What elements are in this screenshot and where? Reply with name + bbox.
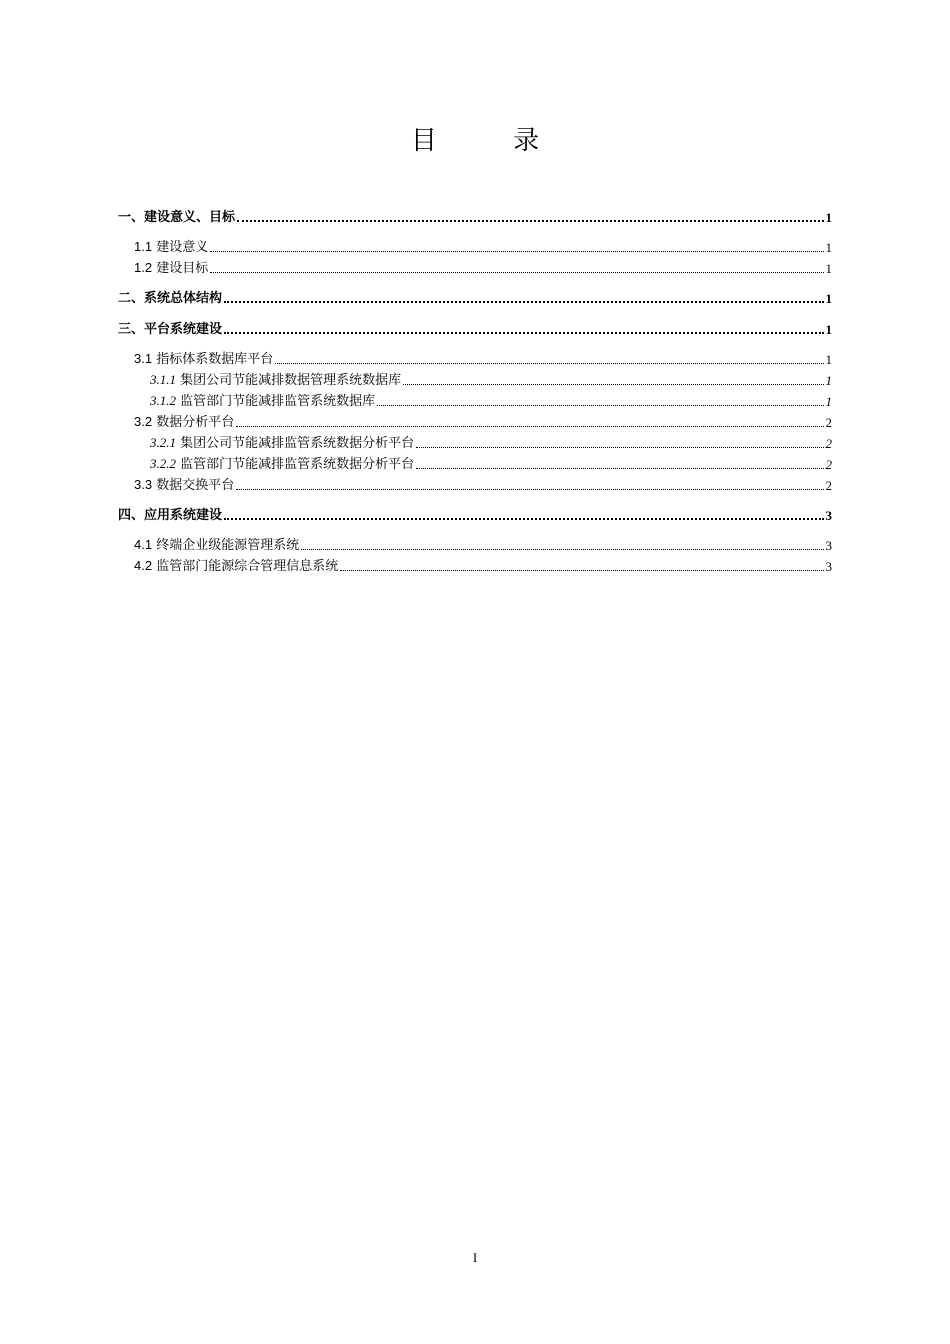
toc-number: 三、 [118, 322, 145, 337]
toc-page: 1 [825, 394, 832, 409]
toc-entry-4-1[interactable] [134, 534, 832, 554]
toc-leader [210, 272, 823, 273]
toc-text: 监管部门节能减排监管系统数据库 [180, 394, 376, 409]
toc-text: 数据分析平台 [156, 415, 235, 430]
toc-text: 集团公司节能减排数据管理系统数据库 [180, 373, 402, 388]
toc-number: 1.2 [134, 260, 153, 275]
toc-leader [416, 468, 823, 469]
toc-number: 4.1 [134, 537, 153, 552]
toc-number: 3.1.2 [150, 393, 176, 408]
toc-text: 监管部门节能减排监管系统数据分析平台 [180, 457, 415, 472]
toc-entry-1-1[interactable] [134, 236, 832, 256]
toc-number: 3.2.1 [150, 435, 176, 450]
toc-leader [275, 363, 823, 364]
toc-text: 终端企业级能源管理系统 [156, 538, 300, 553]
toc-page: 2 [825, 478, 832, 493]
toc-text: 数据交换平台 [156, 478, 235, 493]
toc-page: 2 [825, 436, 832, 451]
toc-leader [224, 301, 823, 303]
toc-leader [224, 332, 823, 334]
toc-text: 平台系统建设 [144, 322, 223, 337]
toc-number: 3.2 [134, 414, 153, 429]
toc-page: 3 [825, 538, 832, 553]
toc-entry-1-2[interactable] [134, 257, 832, 277]
toc-leader [301, 549, 823, 550]
toc-page: 2 [825, 415, 832, 430]
toc-text: 集团公司节能减排监管系统数据分析平台 [180, 436, 415, 451]
toc-text: 指标体系数据库平台 [156, 352, 274, 367]
toc-entry-3[interactable] [118, 318, 832, 338]
page-number: I [472, 1250, 478, 1265]
toc-text: 建设意义、目标 [144, 210, 236, 225]
toc-entry-3-1-2[interactable] [150, 390, 832, 410]
toc-entry-3-3[interactable] [134, 474, 832, 494]
toc-leader [403, 384, 823, 385]
toc-number: 3.1.1 [150, 372, 176, 387]
toc-leader [210, 251, 823, 252]
toc-entry-3-2[interactable] [134, 411, 832, 431]
toc-page: 1 [825, 240, 832, 255]
toc-page: 1 [825, 291, 832, 306]
toc-leader [224, 518, 823, 520]
toc-number: 3.1 [134, 351, 153, 366]
toc-entry-3-1[interactable] [134, 348, 832, 368]
toc-number: 4.2 [134, 558, 153, 573]
toc-leader [236, 489, 823, 490]
toc-entry-3-2-2[interactable] [150, 453, 832, 473]
toc-number: 四、 [118, 508, 145, 523]
toc-number: 1.1 [134, 239, 153, 254]
toc-entry-2[interactable] [118, 287, 832, 307]
toc-page: 1 [825, 373, 832, 388]
toc-page: 2 [825, 457, 832, 472]
toc-number: 3.2.2 [150, 456, 176, 471]
toc-leader [377, 405, 823, 406]
toc-number: 3.3 [134, 477, 153, 492]
toc-page: 3 [825, 508, 832, 523]
toc-text: 系统总体结构 [144, 291, 223, 306]
toc-text: 建设意义 [156, 240, 209, 255]
toc-leader [340, 570, 823, 571]
toc-text: 应用系统建设 [144, 508, 223, 523]
toc-page: 3 [825, 559, 832, 574]
toc-page: 1 [825, 210, 832, 225]
page-title: 目 录 [410, 126, 574, 156]
toc-entry-1[interactable] [118, 206, 832, 226]
toc-entry-3-1-1[interactable] [150, 369, 832, 389]
toc-page: 1 [825, 322, 832, 337]
toc-leader [416, 447, 823, 448]
toc-entry-4-2[interactable] [134, 555, 832, 575]
toc-page: 1 [825, 261, 832, 276]
toc-leader [237, 220, 823, 222]
toc-number: 二、 [118, 291, 145, 306]
toc-entry-3-2-1[interactable] [150, 432, 832, 452]
toc-page: 1 [825, 352, 832, 367]
toc-entry-4[interactable] [118, 504, 832, 524]
toc-text: 监管部门能源综合管理信息系统 [156, 559, 339, 574]
toc-leader [236, 426, 823, 427]
toc-number: 一、 [118, 210, 145, 225]
toc-text: 建设目标 [156, 261, 209, 276]
